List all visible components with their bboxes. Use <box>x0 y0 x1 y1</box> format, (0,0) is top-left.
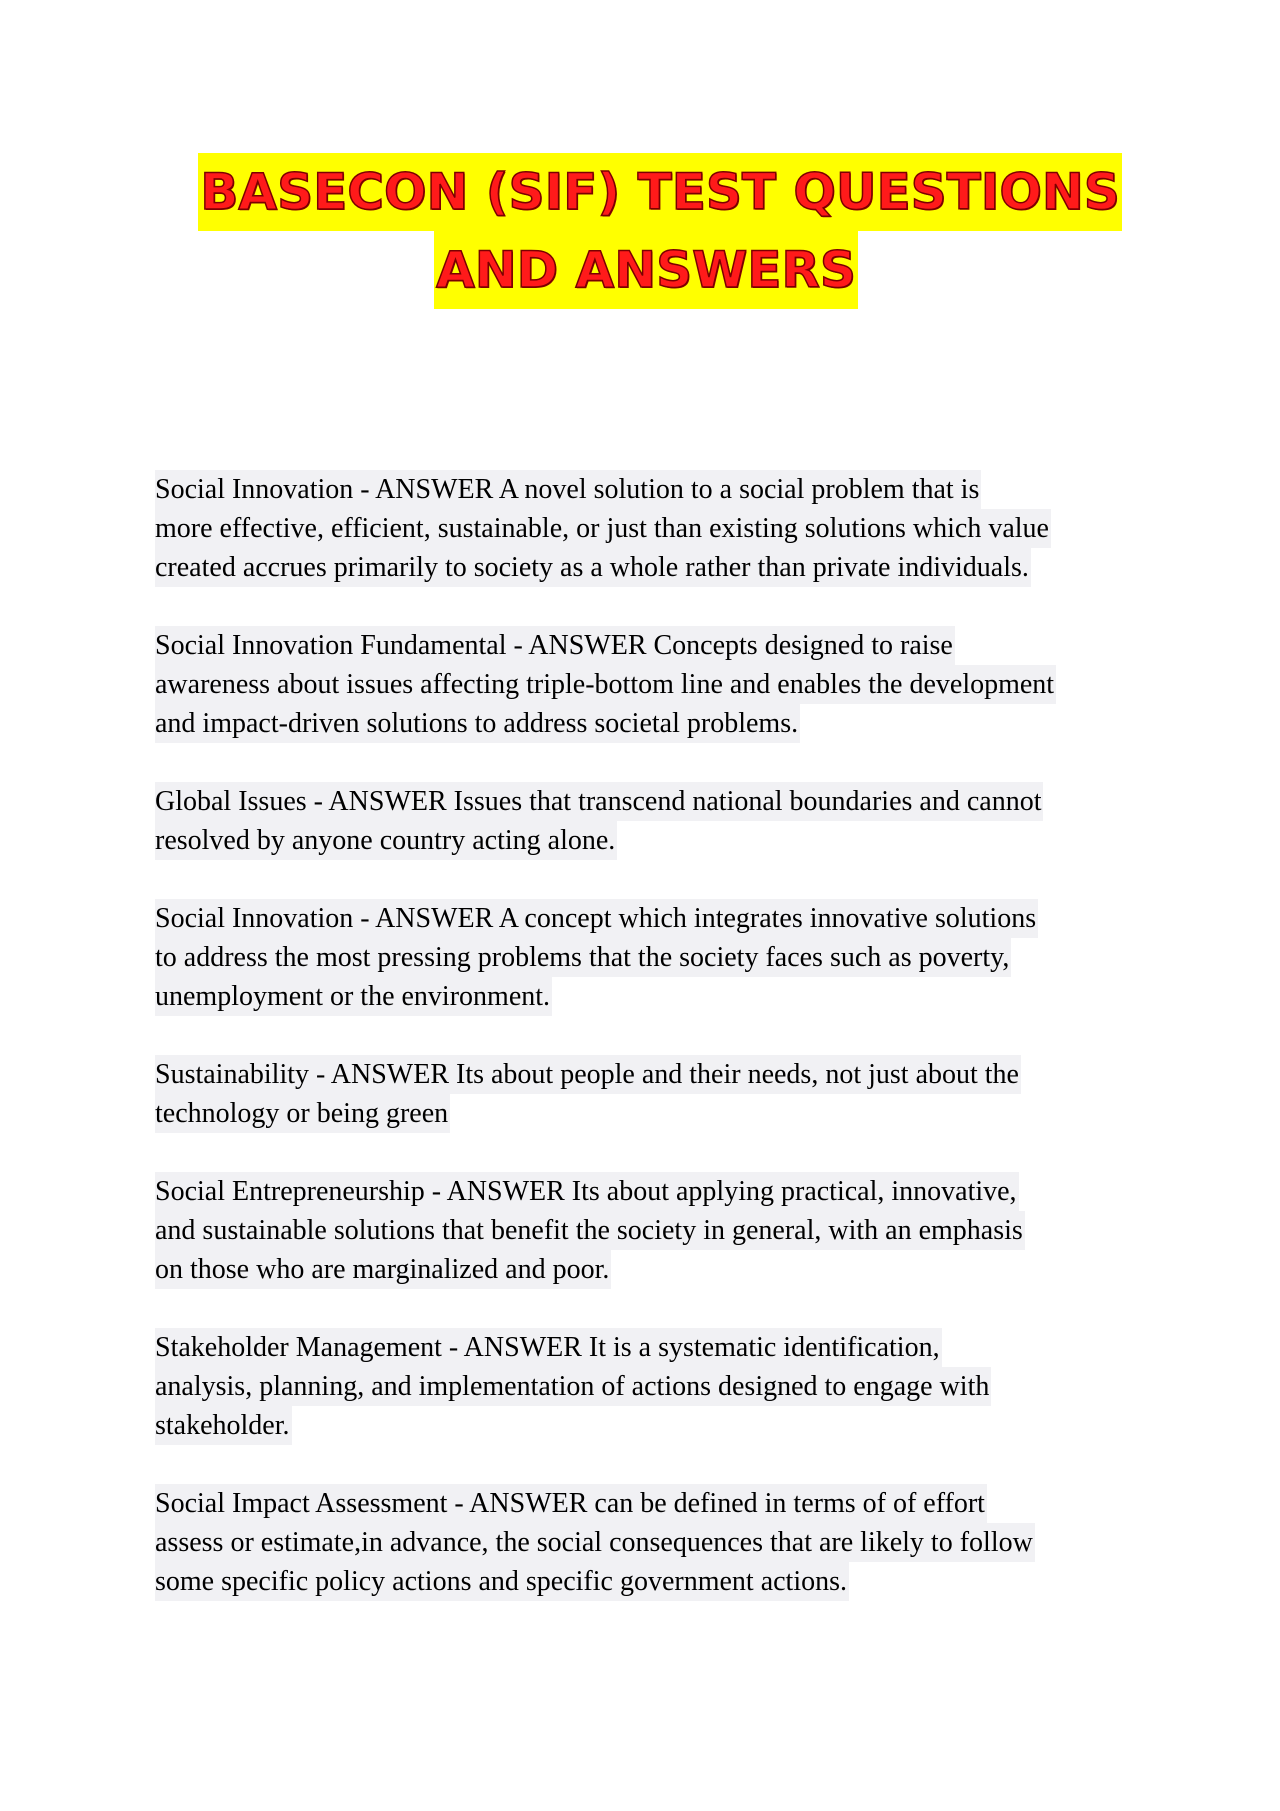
title-line-1: BASECON (SIF) TEST QUESTIONS <box>198 153 1121 231</box>
qa-line: analysis, planning, and implementation of actions designed to engage with <box>155 1367 991 1406</box>
qa-line: some specific policy actions and specific government actions. <box>155 1562 849 1601</box>
qa-item-sustainability <box>155 1055 1145 1133</box>
qa-item-social-entrepreneurship <box>155 1172 1145 1289</box>
qa-line: Sustainability - ANSWER Its about people and their needs, not just about the <box>155 1055 1021 1094</box>
qa-line: Social Entrepreneurship - ANSWER Its about applying practical, innovative, <box>155 1172 1019 1211</box>
qa-line: Stakeholder Management - ANSWER It is a systematic identification, <box>155 1328 942 1367</box>
qa-list <box>155 470 1145 1640</box>
qa-item-stakeholder-management <box>155 1328 1145 1445</box>
qa-item-social-innovation-fundamental <box>155 626 1145 743</box>
qa-line: on those who are marginalized and poor. <box>155 1250 611 1289</box>
qa-item-social-impact-assessment <box>155 1484 1145 1601</box>
qa-line: and sustainable solutions that benefit the society in general, with an emphasis <box>155 1211 1025 1250</box>
qa-line: to address the most pressing problems that the society faces such as poverty, <box>155 938 1011 977</box>
qa-line: created accrues primarily to society as a whole rather than private individuals. <box>155 548 1031 587</box>
qa-line: Social Impact Assessment - ANSWER can be defined in terms of of effort <box>155 1484 987 1523</box>
qa-line: awareness about issues affecting triple-bottom line and enables the development <box>155 665 1056 704</box>
qa-line: Social Innovation - ANSWER A concept which integrates innovative solutions <box>155 899 1038 938</box>
qa-line: Global Issues - ANSWER Issues that transcend national boundaries and cannot <box>155 782 1043 821</box>
qa-line: resolved by anyone country acting alone. <box>155 821 617 860</box>
qa-line: more effective, efficient, sustainable, or just than existing solutions which value <box>155 509 1051 548</box>
qa-line: Social Innovation Fundamental - ANSWER Concepts designed to raise <box>155 626 955 665</box>
document-title <box>0 153 1280 309</box>
qa-line: assess or estimate,in advance, the social consequences that are likely to follow <box>155 1523 1035 1562</box>
qa-line: stakeholder. <box>155 1406 292 1445</box>
qa-line: unemployment or the environment. <box>155 977 552 1016</box>
qa-line: Social Innovation - ANSWER A novel solution to a social problem that is <box>155 470 981 509</box>
qa-line: technology or being green <box>155 1094 450 1133</box>
qa-item-global-issues <box>155 782 1145 860</box>
qa-item-social-innovation-1 <box>155 470 1145 587</box>
qa-line: and impact-driven solutions to address societal problems. <box>155 704 800 743</box>
qa-item-social-innovation-2 <box>155 899 1145 1016</box>
title-line-2: AND ANSWERS <box>434 231 858 309</box>
